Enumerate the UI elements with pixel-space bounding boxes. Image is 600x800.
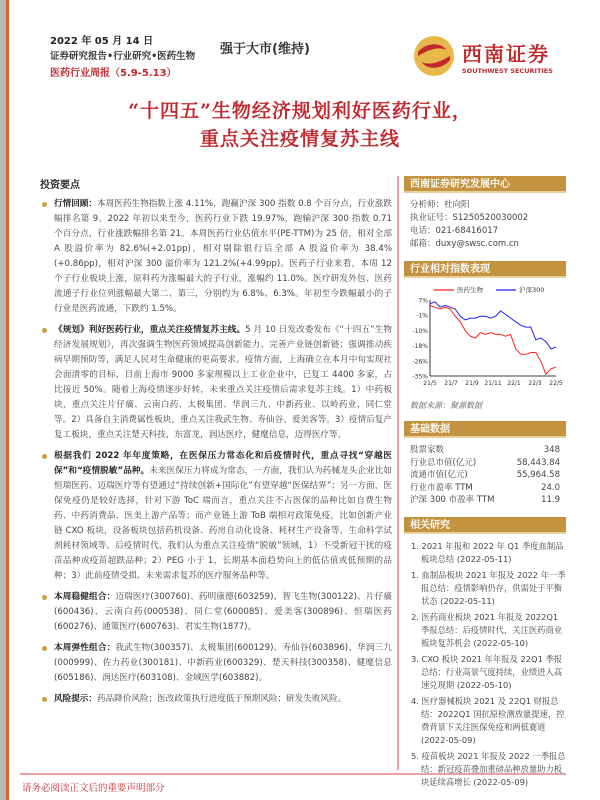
rating: 强于大市(维持)	[220, 42, 310, 57]
company-logo	[412, 30, 562, 84]
footer-disclaimer: 请务必阅读正文后的重要声明部分	[22, 783, 165, 794]
bullet-body: 未来医保压力将成为常态，一方面，我们认为药械龙头企业比如恒瑞医药、迈瑞医疗等有望通过“持续创新+国际化”有望穿越“医保结界”；另一方面，医保免疫仍是较好选择，针对下游 ToC 端而言，重点关注不占医保的品种比如自费生物药、中药消费品、医美上游产品等；而产业链上游 ToB 端相对政策免疫，比如创新产业链 CXO 板块，设备板块包括药机设备、药房自动化设备、耗材生产设备等，生命科学试剂耗材领域等。后疫情时代，我们认为重点关注疫情“脱敏”领域，1）不受新冠干扰的疫苗品种或疫苗超跌品种；2）PEG 小于 1，长期基本面趋势向上的低估值或低预期的品种；3）此前疫情受损、未来需求复苏的医疗服务品种等。	[54, 466, 392, 581]
bullet-item	[40, 323, 392, 443]
bullet-body: 我武生物(300357)、太极集团(600129)、寿仙谷(603896)、华润三九(000999)、佐力药业(300181)、中新药业(600329)、楚天科技(300358)、健麾信息(605186)、润达医疗(603108)、金域医学(603882)。	[54, 643, 392, 683]
bullet-item	[40, 692, 392, 707]
bullet-heading: 本周稳健组合：	[54, 592, 116, 602]
x-tick-label: 22/1	[507, 380, 521, 387]
bullet-item	[40, 197, 392, 317]
analyst-license: 执业证号：S1250520030002	[410, 213, 529, 223]
analyst-name: 分析师：杜向阳	[410, 200, 470, 210]
basic-data-row	[404, 494, 566, 507]
related-research-item[interactable]: 3. CXO 板块 2021 年年报及 22Q1 季报总结：行业高景气度持续，业绩进入高速兑现期 (2022-05-10)	[411, 653, 563, 690]
report-weekly: 医药行业周报（5.9-5.13）	[50, 68, 177, 79]
x-tick-label: 21/7	[444, 380, 458, 387]
bullet-heading: 本周弹性组合：	[54, 643, 116, 653]
related-research-item[interactable]: 1. 血制品板块 2021 年报及 2022 年一季报总结：疫情影响仍存，供需处于平衡状态 (2022-05-11)	[411, 569, 566, 606]
column-divider	[397, 176, 399, 770]
basic-data-row	[404, 457, 566, 470]
bullet-body: 本周医药生物指数上涨 4.11%，跑赢沪深 300 指数 0.8 个百分点，行业涨跌幅排名第 9。2022 年初以来至今，医药行业下跌 19.97%，跑输沪深 300 指数 0.71 个百分点，行业涨跌幅排名第 21。本周医药行业估值水平(PE-TTM)为 25 倍，相对全部 A 股溢价率为 82.6%(+2.01pp)，相对剔除银行后全部 A 股溢价率为 38.4%(+0.86pp)，相对沪深 300 溢价率为 121.2%(+4.99pp)。医药子行业来看，本周 12 个子行业板块上涨，原料药为涨幅最大的子行业，涨幅约 11.0%。医疗研发外包、医药流通子行业位列涨幅最大第二、第三，分别约为 6.8%、6.3%。年初至今跌幅最小的子行业是医药流通，下跌约 1.5%。	[54, 199, 392, 314]
basic-data-value: 348	[543, 445, 560, 455]
x-tick-label: 22/3	[528, 380, 542, 387]
logo-text-cn: 西南证券	[462, 42, 550, 66]
bullet-item	[40, 641, 392, 686]
analyst-phone: 电话：021-68416017	[410, 226, 499, 236]
report-title-line2: 重点关注疫情复苏主线	[199, 128, 400, 150]
bullet-heading: 风险提示：	[54, 694, 97, 704]
related-research-item[interactable]: 2. 医药商业板块 2021 年报及 2022Q1 季报总结：后疫情时代，关注医药商业板块复苏机会 (2022-05-10)	[411, 611, 563, 648]
related-research-item[interactable]: 5. 疫苗板块 2021 年报及 2022 一季报总结：新冠疫苗叠加重磅品种放量助力板块延续高增长 (2022-05-09)	[411, 750, 566, 787]
sidebar	[404, 176, 566, 792]
report-date: 2022 年 05 月 14 日	[50, 36, 154, 47]
basic-data-value: 55,964.58	[516, 470, 560, 480]
chart-source: 数据来源：聚源数据	[410, 401, 482, 410]
basic-data-row	[404, 482, 566, 495]
y-tick-label: 7%	[418, 297, 428, 305]
basic-data-label: 行业市盈率 TTM	[410, 482, 473, 493]
bullet-body: 5 月 10 日发改委发布《“十四五”生物经济发展规划》，再次强调生物医药领域提高创新能力、完善产业链创新链；强调推动疾病早期预防等，满足人民对生命健康的更高要求。疫情方面，上海确立在本月中旬实现社会面清零的目标，目前上海市 9000 多家规模以上工业企业中，已复工 4400 多家，占比接近 50%。随着上海疫情逐步好转，未来重点关注疫情后需求复苏主线。1）中药板块，重点关注片仔癀、云南白药、太极集团、华润三九、中新药业、以岭药业、同仁堂等。2）具备自主消费属性板块，重点关注我武生物、寿仙谷、爱美客等。3）疫情后复产复工板块，重点关注楚天科技，东富龙，润达医疗，健麾信息，迈得医疗等。	[54, 325, 392, 440]
x-tick-label: 21/11	[484, 380, 502, 387]
bullet-item	[40, 590, 392, 635]
logo-text-en: SOUTHWEST SECURITIES	[462, 67, 553, 75]
logo-emblem-icon	[412, 34, 456, 78]
basic-data-label: 沪深 300 市盈率 TTM	[410, 495, 495, 505]
legend-label: 医药生物	[457, 286, 483, 294]
y-tick-label: -35%	[412, 373, 428, 381]
y-tick-label: -18%	[412, 343, 428, 351]
investment-highlights	[40, 176, 392, 713]
x-tick-label: 22/5	[549, 380, 563, 387]
basic-data-value: 24.0	[541, 482, 560, 493]
report-type: 证券研究报告•行业研究•医药生物	[50, 51, 196, 62]
basic-data-label: 股票家数	[410, 445, 445, 455]
y-tick-label: -26%	[412, 358, 428, 366]
analyst-email[interactable]: 邮箱：duxy@swsc.com.cn	[410, 239, 519, 249]
basic-data-row	[404, 444, 566, 457]
bullet-heading: 《规划》利好医药行业，重点关注疫情复苏主线。	[54, 325, 246, 335]
basic-data-header: 基础数据	[404, 421, 566, 438]
relative-index-chart	[404, 284, 566, 394]
basic-data-value: 11.9	[541, 495, 560, 505]
x-tick-label: 21/5	[423, 380, 437, 387]
bullet-body: 药品降价风险；医改政策执行进度低于预期风险；研发失败风险。	[96, 694, 347, 704]
related-research-header: 相关研究	[404, 517, 566, 534]
bullet-heading: 根据我们 2022 年年度策略，在医保压力常态化和后疫情时代，重点寻找“穿越医保”和“疫情脱敏”品种。	[54, 451, 392, 476]
y-tick-label: -1%	[416, 312, 428, 320]
report-title-line1: “十四五”生物经济规划利好医药行业，	[128, 100, 472, 122]
basic-data-label: 流通市值(亿元)	[410, 470, 468, 480]
footer-divider	[20, 773, 566, 775]
basic-data-value: 58,443.84	[516, 457, 560, 468]
related-research-item[interactable]: 4. 医疗器械板块 2021 及 22Q1 财报总结：2022Q1 国抗原检测放量提速，控费背景下关注医保免疫和两低赛道 (2022-05-09)	[411, 695, 565, 745]
related-research-item[interactable]: 1. 2021 年报和 2022 年 Q1 季度血制品板块总结 (2022-05-11)	[411, 540, 564, 564]
legend-label: 沪深300	[519, 286, 545, 294]
section-title: 投资要点	[40, 180, 80, 191]
basic-data-label: 行业总市值(亿元)	[410, 457, 477, 468]
y-tick-label: -10%	[412, 327, 428, 335]
research-center-header: 西南证券研究发展中心	[404, 176, 566, 193]
chart-header: 行业相对指数表现	[404, 261, 566, 278]
analyst-info	[404, 199, 566, 251]
x-tick-label: 21/9	[465, 380, 479, 387]
basic-data-row	[404, 469, 566, 482]
bullet-body: 迈瑞医疗(300760)、药明康德(603259)、智飞生物(300122)、片仔癀(600436)、云南白药(000538)、同仁堂(600085)、爱美客(300896)、恒瑞医药(600276)、通策医疗(600763)、君实生物(1877)。	[54, 592, 392, 632]
bullet-heading: 行情回顾：	[54, 199, 98, 209]
bullet-item	[40, 449, 392, 584]
